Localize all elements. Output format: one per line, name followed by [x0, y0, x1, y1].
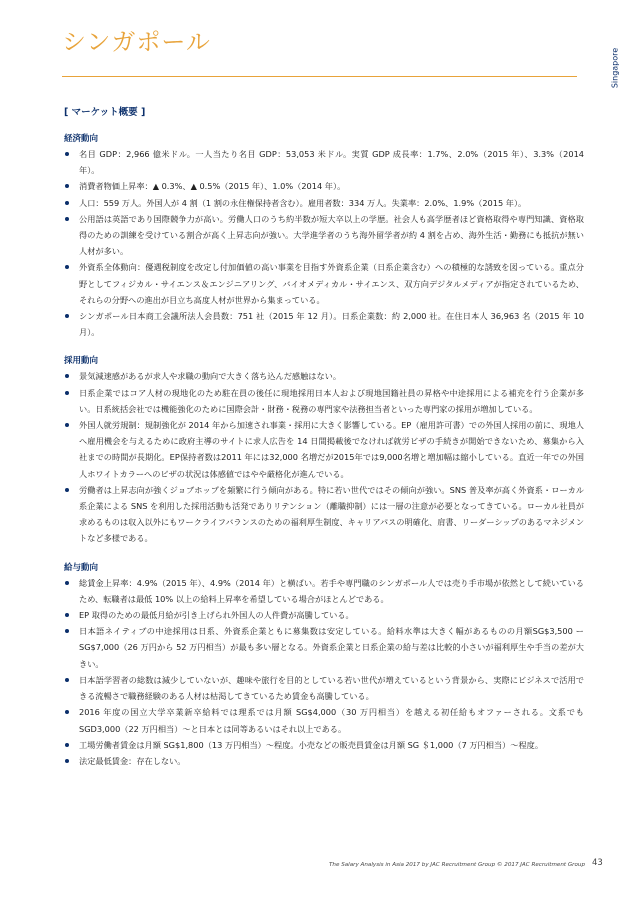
list-item: 日系企業ではコア人材の現地化のため駐在員の後任に現地採用日本人および現地国籍社員の昇格や中途採用による補充を行う企業が多い。日系統括会社では機能強化のために国際会計・財務・税務の専門家や法務担当者といった専門家の採用が増加している。 [64, 385, 584, 417]
hiring-list [64, 368, 584, 546]
list-item: 名目 GDP：2,966 億米ドル。一人当たり名目 GDP：53,053 米ドル。実質 GDP 成長率：1.7%、2.0%（2015 年）、3.3%（2014 年）。 [64, 146, 584, 178]
title-divider [62, 76, 577, 77]
list-item: 総賃金上昇率：4.9%（2015 年）、4.9%（2014 年）と横ばい。若手や専門職のシンガポール人では売り手市場が依然として続いているため、転職者は最低 10% 以上の給料上昇率を希望している場合がほとんどである。 [64, 575, 584, 607]
content-area [64, 104, 584, 783]
list-item: シンガポール日本商工会議所法人会員数：751 社（2015 年 12 月）。日系企業数：約 2,000 社。在住日本人 36,963 名（2015 年 10 月）。 [64, 308, 584, 340]
list-item: 労働者は上昇志向が強くジョブホップを頻繁に行う傾向がある。特に若い世代ではその傾向が強い。SNS 普及率が高く外資系・ローカル系企業による SNS を利用した採用活動も活発でありリテンション（離職抑制）には一層の注意が必要となってきている。ローカル社員が求めるものは収入以外にもワークライフバランスのための福利厚生制度、キャリアパスの明確化、肩書、リーダーシップのあるマネジメントなど多様である。 [64, 482, 584, 547]
economy-heading: 経済動向 [64, 134, 99, 144]
salary-heading: 給与動向 [64, 562, 99, 573]
economy-list [64, 146, 584, 340]
list-item: 工場労働者賃金は月額 SG$1,800（13 万円相当）～程度。小売などの販売員賃金は月額 SG ＄1,000（7 万円相当）～程度。 [64, 737, 584, 753]
list-item: 法定最低賃金：存在しない。 [64, 753, 584, 769]
list-item: 2016 年度の国立大学卒業新卒給料では理系では月額 SG$4,000（30 万円相当）を越える初任給もオファーされる。文系でも SGD3,000（22 万円相当）～と日本とは同等あるいはそれ以上である。 [64, 704, 584, 736]
list-item: 日本語学習者の総数は減少していないが、趣味や旅行を目的としている若い世代が増えているという背景から、実際にビジネスで活用できる流暢さで職務経験のある人材は枯渇してきているため賃金も高騰している。 [64, 672, 584, 704]
list-item: 外国人就労規制：規制強化が 2014 年から加速され事業・採用に大きく影響している。EP（雇用許可書）での外国人採用の前に、現地人へ雇用機会を与えるために政府主導のサイトに求人広告を 14 日間掲載後でなければ就労ビザの手続きが開始できないため、募集から入社までの時間が長期化。EP保持者数は2011 年には32,000 名増だが2015年では9,000名増と増加幅は縮小している。直近一年での外国人ホワイトカラーへのビザの状況は体感値ではやや厳格化が進んでいる。 [64, 417, 584, 482]
list-item: 公用語は英語であり国際競争力が高い。労働人口のうち約半数が短大卒以上の学歴。社会人も高学歴者ほど資格取得や専門知識、資格取得のための訓練を受けている割合が高く上昇志向が強い。大学進学者のうち海外留学者が約 4 割を占め、海外生活・勤務にも抵抗が無い人材が多い。 [64, 211, 584, 260]
salary-list [64, 575, 584, 769]
list-item: 日本語ネイティブの中途採用は日系、外資系企業ともに募集数は安定している。給料水準は大きく幅があるものの月額SG$3,500 ー SG$7,000（26 万円から 52 万円相当）が最も多い層となる。外資系企業と日系企業の給与差は比較的小さいが福利厚生や手当の差が大きい。 [64, 623, 584, 672]
list-item: 人口：559 万人。外国人が 4 割（1 割の永住権保持者含む）。雇用者数：334 万人。失業率：2.0%、1.9%（2015 年）。 [64, 195, 584, 211]
page-number: 43 [592, 858, 603, 868]
section-title: [ マーケット概要 ] [64, 107, 146, 118]
list-item: 消費者物価上昇率：▲ 0.3%、▲ 0.5%（2015 年）、1.0%（2014 年）。 [64, 178, 584, 194]
page-title: シンガポール [62, 28, 211, 56]
side-label: Singapore [610, 47, 620, 89]
side-tab [600, 38, 630, 98]
list-item: EP 取得のための最低月給が引き上げられ外国人の人件費が高騰している。 [64, 607, 584, 623]
footer-credit: The Salary Analysis in Asia 2017 by JAC Recruitment Group © 2017 JAC Recruitment Group [329, 862, 585, 868]
list-item: 景気減速感があるが求人や求職の動向で大きく落ち込んだ感触はない。 [64, 368, 584, 384]
hiring-heading: 採用動向 [64, 356, 99, 367]
list-item: 外資系全体動向：優遇税制度を改定し付加価値の高い事業を目指す外資系企業（日系企業含む）への積極的な誘致を図っている。重点分野としてフィジカル・サイエンス＆エンジニアリング、バイオメディカル・サイエンス、双方向デジタルメディアが指定されているため、それらの分野への進出が目立ち高度人材が世界から集まっている。 [64, 259, 584, 308]
